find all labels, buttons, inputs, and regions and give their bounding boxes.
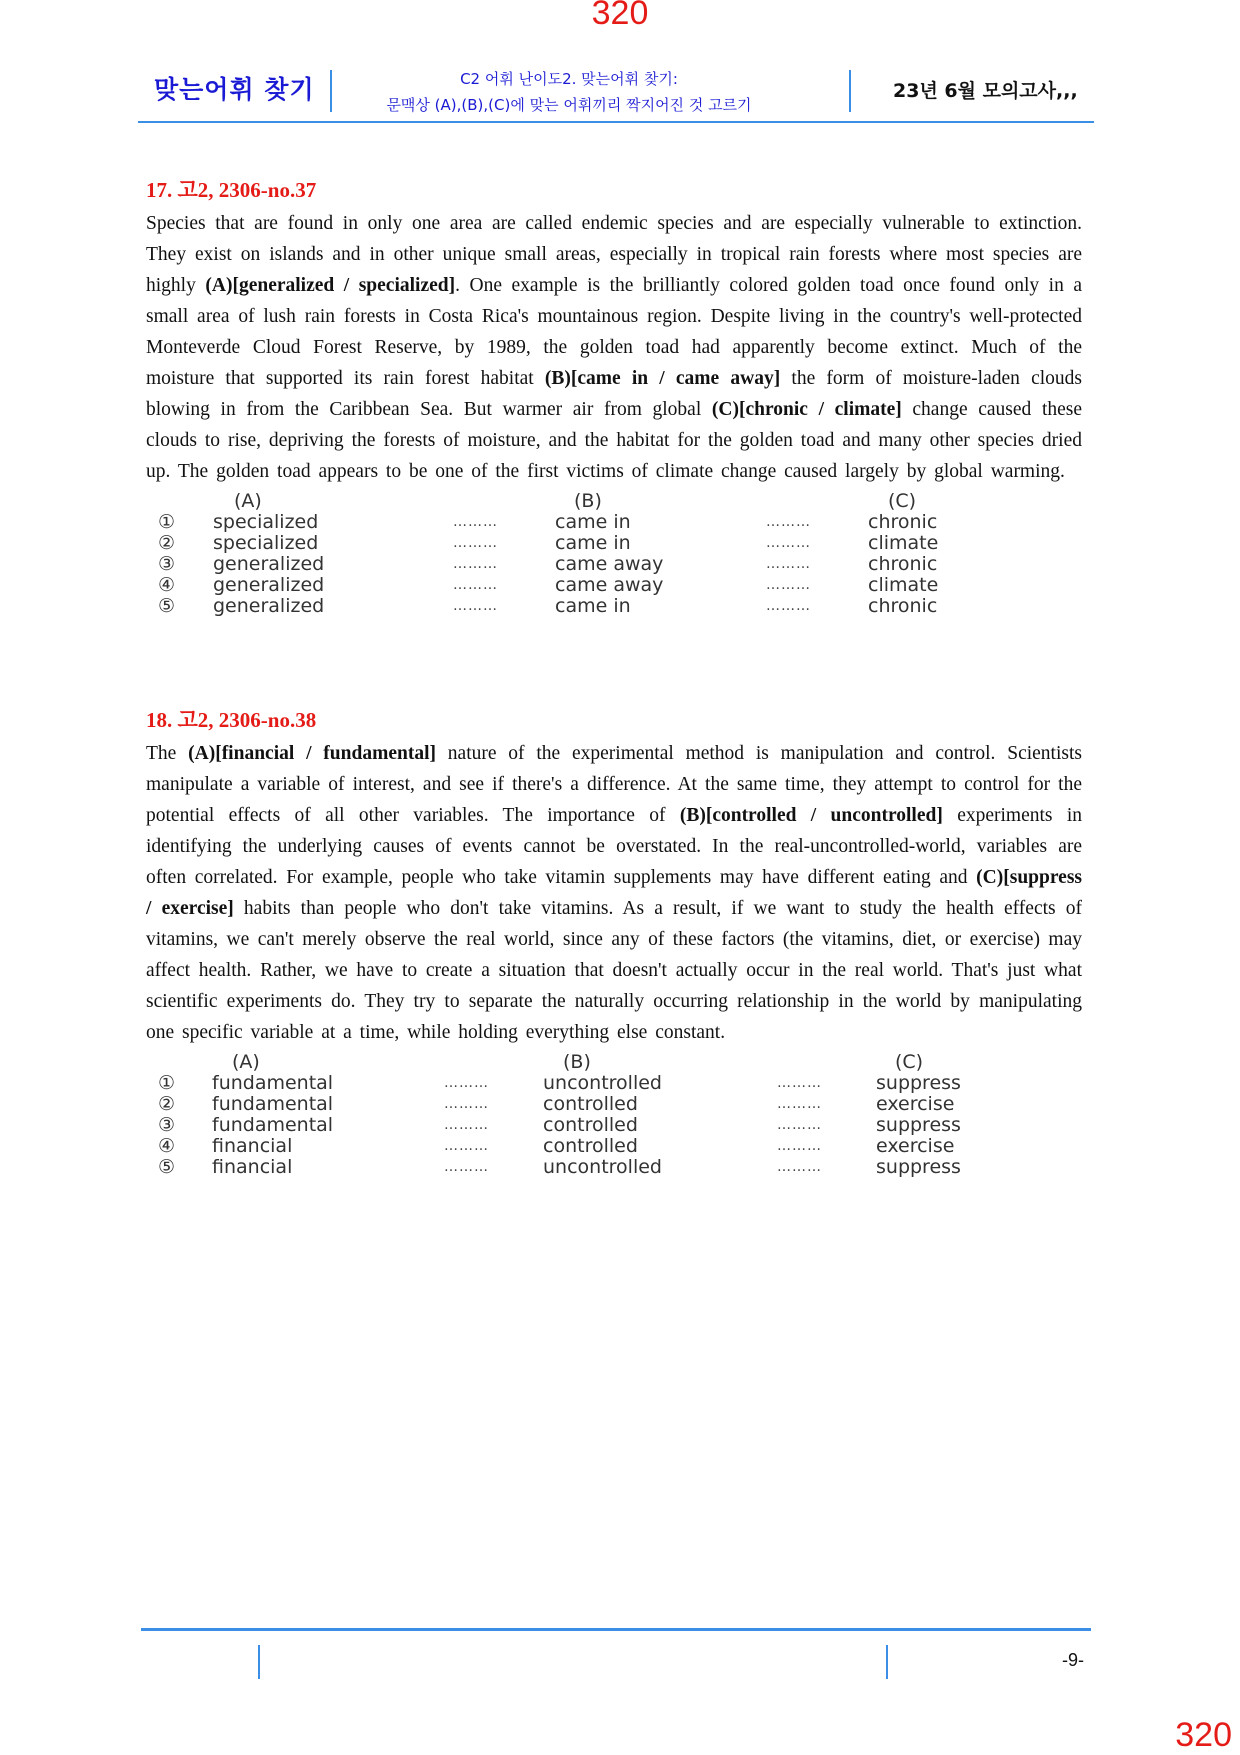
blank-a: (A)[financial / fundamental] [188,743,436,764]
leader-dots: ……… [777,1096,822,1112]
passage-text: The [146,743,189,764]
choice-number: ⑤ [158,595,176,617]
leader-dots: ……… [453,535,498,551]
header-rule [138,121,1094,123]
choice-c: chronic [868,553,938,575]
answer-choices [146,491,1082,617]
passage-text: habits than people who don't take vitamins. As a result, if we want to study the health effects of vitamins, we can't merely observe the real world, since any of these factors (the vitamins, diet, or exercise) may affect health. Rather, we have to create a situation that doesn't actually occur in the real world. That's just what scientific experiments do. They try to separate the naturally occurring relationship in the world by manipulating one specific variable at a time, while holding everything else constant. [146,898,1083,1043]
header-divider-right [849,70,851,112]
leader-dots: ……… [766,598,811,614]
question-title: 18. 고2, 2306-no.38 [146,708,317,732]
blank-a: (A)[generalized / specialized] [205,275,456,296]
choice-number: ① [158,511,176,533]
choice-a: generalized [213,574,325,596]
leader-dots: ……… [444,1138,489,1154]
leader-dots: ……… [444,1117,489,1133]
choice-b: controlled [543,1093,638,1115]
choice-number: ④ [158,574,176,596]
col-header-a: (A) [234,490,262,512]
header-subtitle-line2: 문맥상 (A),(B),(C)에 맞는 어휘끼리 짝지어진 것 고르기 [386,96,752,114]
question-title: 17. 고2, 2306-no.37 [146,178,317,202]
page-number-top: 320 [591,0,649,32]
passage-text: . One example is the brilliantly colored golden toad once found only in a small area of lush rain forests in Costa Rica's mountainous region. Despite living in the country's well-protected Monteverde Cloud Forest Reserve, by 1989, the golden toad had apparently become extinct. Much of the moisture that supported its rain forest habitat [146,275,1082,389]
choice-c: climate [868,532,939,554]
passage-text: the form of moisture-laden clouds blowing in from the Caribbean Sea. But warmer air from global [146,368,1082,420]
choice-a: fundamental [212,1114,334,1136]
question-passage [146,738,1082,1048]
page-number-bottom: 320 [1175,1716,1232,1754]
choice-number: ② [158,532,176,554]
col-header-a: (A) [232,1051,260,1073]
choice-a: fundamental [212,1072,334,1094]
question-passage [146,208,1082,487]
col-header-c: (C) [895,1051,924,1073]
header-subtitle-line1: C2 어휘 난이도2. 맞는어휘 찾기: [460,70,678,88]
choice-c: suppress [876,1156,961,1178]
leader-dots: ……… [444,1096,489,1112]
col-header-c: (C) [888,490,917,512]
choice-b: came in [555,532,631,554]
choices-header [146,1052,1082,1073]
blank-b: (B)[came in / came away] [544,368,781,389]
choice-a: generalized [213,553,325,575]
leader-dots: ……… [453,577,498,593]
question-17 [146,174,1082,617]
leader-dots: ……… [766,556,811,572]
choice-b: came in [555,511,631,533]
choice-row-1[interactable] [146,512,1082,533]
leader-dots: ……… [777,1075,822,1091]
choice-a: fundamental [212,1093,334,1115]
choice-c: suppress [876,1114,961,1136]
choice-b: uncontrolled [543,1072,662,1094]
leader-dots: ……… [766,535,811,551]
choice-row-5[interactable] [146,596,1082,617]
choice-row-2[interactable] [146,1094,1082,1115]
footer-divider-right [886,1645,888,1679]
choice-row-4[interactable] [146,1136,1082,1157]
leader-dots: ……… [453,598,498,614]
choice-row-5[interactable] [146,1157,1082,1178]
choice-number: ③ [158,1114,176,1136]
choice-row-3[interactable] [146,1115,1082,1136]
answer-choices [146,1052,1082,1178]
leader-dots: ……… [444,1159,489,1175]
choice-a: financial [212,1156,293,1178]
leader-dots: ……… [766,577,811,593]
passage-text: nature of the experimental method is manipulation and control. Scientists manipulate a variable of interest, and see if there's a difference. At the same time, they attempt to control for the potential effects of all other variables. The importance of [146,743,1082,826]
choice-number: ③ [158,553,176,575]
header-left-title: 맞는어휘 찾기 [154,75,315,104]
footer-rule [141,1628,1091,1631]
choice-row-4[interactable] [146,575,1082,596]
passage-text: change caused these clouds to rise, depriving the forests of moisture, and the habitat for the golden toad and many other species dried up. The golden toad appears to be one of the first victims of climate change caused largely by global warming. [146,399,1083,482]
choice-b: came away [555,553,664,575]
blank-c: (C)[chronic / climate] [711,399,902,420]
header-subtitle [324,66,814,118]
footer-page-label: -9- [1062,1650,1084,1670]
leader-dots: ……… [777,1138,822,1154]
choice-a: specialized [213,532,319,554]
col-header-b: (B) [574,490,602,512]
choice-c: exercise [876,1135,955,1157]
choice-b: uncontrolled [543,1156,662,1178]
choice-c: suppress [876,1072,961,1094]
footer-divider-left [258,1645,260,1679]
blank-c: (C)[suppress / exercise] [146,867,1082,919]
choice-b: controlled [543,1135,638,1157]
question-18 [146,704,1082,1178]
choice-row-1[interactable] [146,1073,1082,1094]
choice-number: ④ [158,1135,176,1157]
choice-b: came away [555,574,664,596]
choice-a: financial [212,1135,293,1157]
choice-number: ② [158,1093,176,1115]
leader-dots: ……… [766,514,811,530]
choice-b: came in [555,595,631,617]
page-header [138,64,1094,124]
choice-c: chronic [868,595,938,617]
choice-a: generalized [213,595,325,617]
choice-b: controlled [543,1114,638,1136]
choice-c: climate [868,574,939,596]
col-header-b: (B) [563,1051,591,1073]
choice-number: ⑤ [158,1156,176,1178]
choice-row-2[interactable] [146,533,1082,554]
leader-dots: ……… [444,1075,489,1091]
choice-row-3[interactable] [146,554,1082,575]
leader-dots: ……… [777,1117,822,1133]
choice-c: chronic [868,511,938,533]
leader-dots: ……… [453,556,498,572]
choice-number: ① [158,1072,176,1094]
choice-c: exercise [876,1093,955,1115]
leader-dots: ……… [777,1159,822,1175]
choices-header [146,491,1082,512]
header-right-title: 23년 6월 모의고사,,, [893,80,1078,102]
blank-b: (B)[controlled / uncontrolled] [679,805,943,826]
passage-text: Species that are found in only one area are called endemic species and are especially vulnerable to extinction. They exist on islands and in other unique small areas, especially in tropical rain forests where most species are highly [146,213,1082,296]
passage-text: experiments in identifying the underlying causes of events cannot be overstated. In the real-uncontrolled-world, variables are often correlated. For example, people who take vitamin supplements may have different eating and [146,805,1082,888]
leader-dots: ……… [453,514,498,530]
choice-a: specialized [213,511,319,533]
